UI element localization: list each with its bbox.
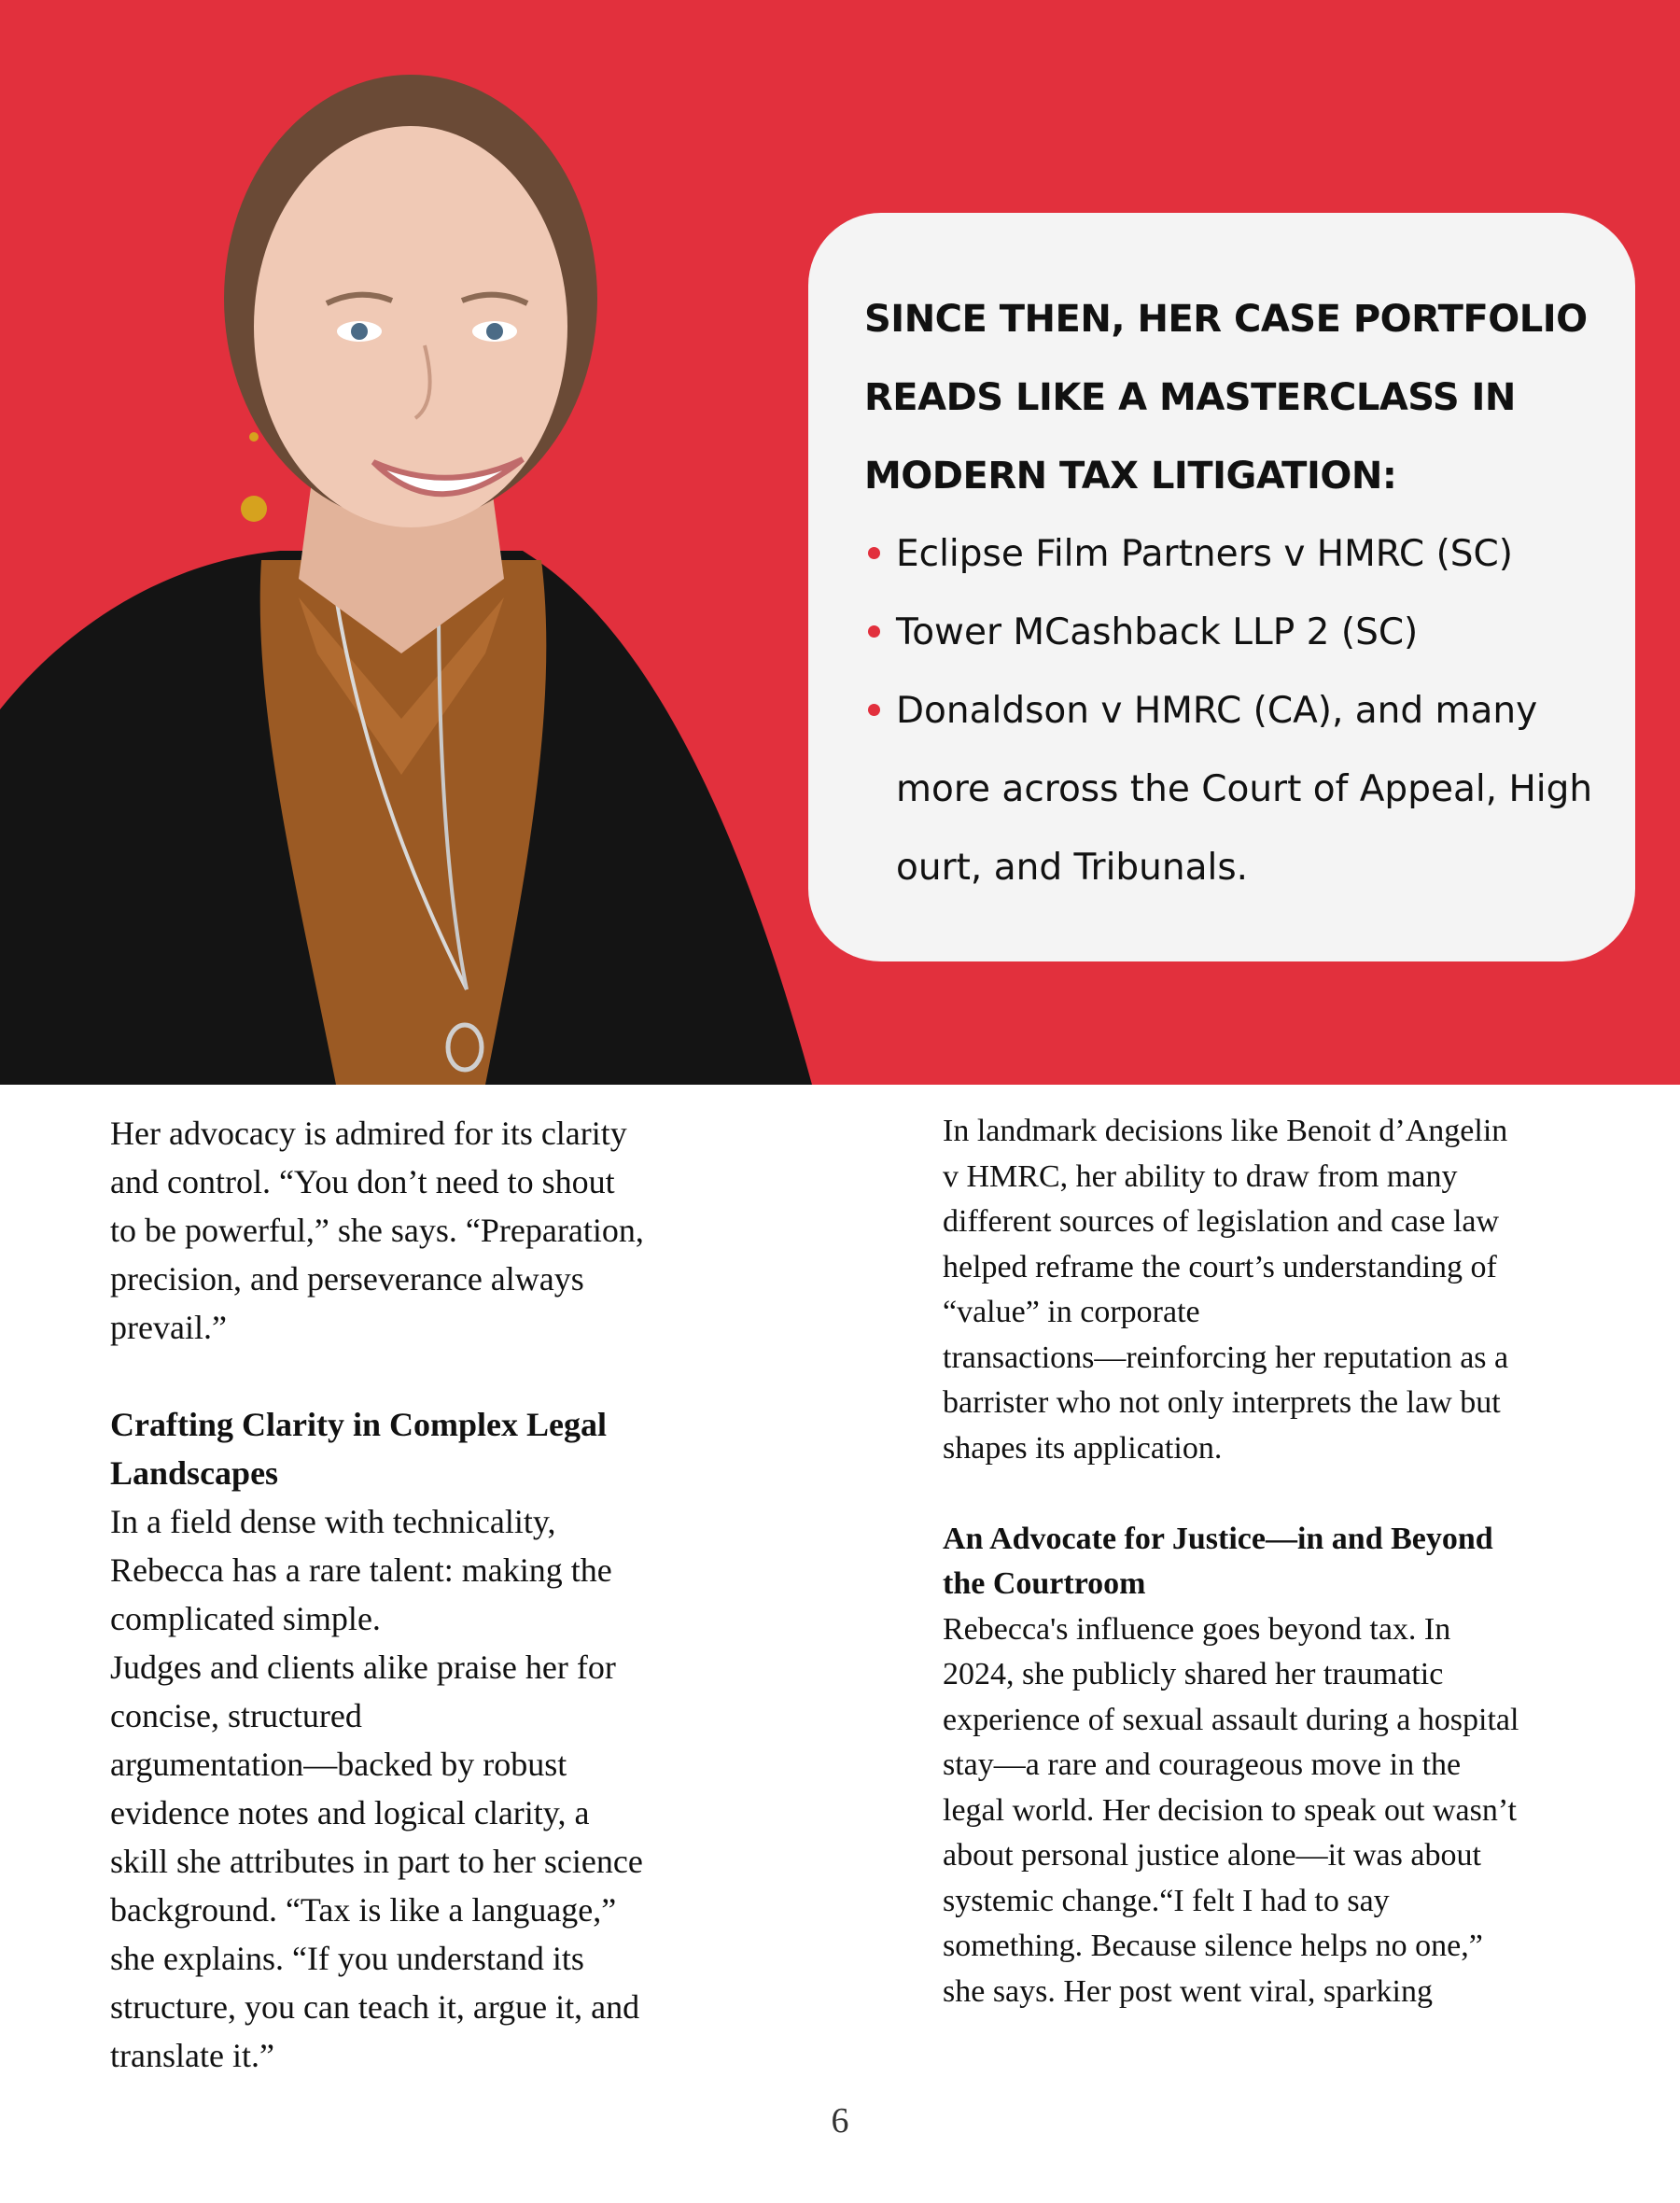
text-line: “value” in corporate [943, 1295, 1200, 1329]
callout-heading-line: READS LIKE A MASTERCLASS IN [864, 376, 1516, 419]
case-name: Tower MCashback LLP 2 (SC) [896, 611, 1419, 653]
text-line: complicated simple. [110, 1600, 381, 1637]
text-line: structure, you can teach it, argue it, and [110, 1988, 640, 2026]
text-line: Judges and clients alike praise her for [110, 1649, 616, 1686]
text-line: shapes its application. [943, 1430, 1223, 1466]
text-line: and control. “You don’t need to shout [110, 1163, 615, 1200]
text-line: background. “Tax is like a language,” [110, 1891, 617, 1929]
text-line: she explains. “If you understand its [110, 1940, 584, 1977]
text-line: 2024, she publicly shared her traumatic [943, 1657, 1444, 1691]
text-line: argumentation—backed by robust [110, 1746, 567, 1783]
text-line: barrister who not only interprets the law but [943, 1385, 1501, 1420]
section-heading [110, 1400, 707, 1497]
case-name-continued: more across the Court of Appeal, High [896, 768, 1593, 810]
text-line: transactions—reinforcing her reputation as a [943, 1340, 1509, 1375]
text-line: stay—a rare and courageous move in the [943, 1747, 1462, 1782]
section-heading [943, 1517, 1596, 1607]
text-line: concise, structured [110, 1697, 362, 1734]
right-column [943, 1109, 1596, 2014]
portrait-photo [0, 0, 821, 1085]
heading-line: Crafting Clarity in Complex Legal [110, 1406, 607, 1443]
case-list [864, 515, 1602, 907]
bullet-icon [868, 704, 880, 716]
page-number: 6 [831, 2101, 849, 2140]
bullet-icon [868, 625, 880, 638]
heading-line: An Advocate for Justice—in and Beyond [943, 1521, 1493, 1556]
case-portfolio-callout [808, 213, 1635, 961]
text-line: precision, and perseverance always [110, 1260, 584, 1298]
text-line: translate it.” [110, 2037, 274, 2074]
text-line: different sources of legislation and case law [943, 1204, 1500, 1239]
text-line: Her advocacy is admired for its clarity [110, 1115, 627, 1152]
text-line: Rebecca has a rare talent: making the [110, 1551, 612, 1589]
text-line: prevail.” [110, 1309, 227, 1346]
case-list-item [864, 594, 1602, 672]
text-line: to be powerful,” she says. “Preparation, [110, 1212, 644, 1249]
portrait-face [254, 126, 567, 527]
body-paragraph [943, 1109, 1596, 1471]
heading-line: the Courtroom [943, 1566, 1146, 1601]
bullet-icon [868, 547, 880, 559]
callout-heading-line: MODERN TAX LITIGATION: [864, 455, 1397, 498]
case-list-item [864, 672, 1602, 907]
hero-banner [0, 0, 1680, 1085]
text-line: In a field dense with technicality, [110, 1503, 556, 1540]
body-paragraph [943, 1607, 1596, 2015]
text-line: In landmark decisions like Benoit d’Angelin [943, 1114, 1508, 1148]
case-name-continued: ourt, and Tribunals. [896, 847, 1249, 889]
text-line: systemic change.“I felt I had to say [943, 1883, 1390, 1918]
callout-heading-line: SINCE THEN, HER CASE PORTFOLIO [864, 298, 1588, 341]
paragraph-gap [943, 1471, 1596, 1517]
text-line: evidence notes and logical clarity, a [110, 1794, 590, 1831]
case-name: Eclipse Film Partners v HMRC (SC) [896, 533, 1513, 575]
text-line: legal world. Her decision to speak out wasn’t [943, 1792, 1518, 1828]
case-list-item [864, 515, 1602, 594]
heading-line: Landscapes [110, 1454, 279, 1492]
callout-heading [864, 280, 1602, 515]
paragraph-gap [110, 1352, 707, 1400]
text-line: about personal justice alone—it was about [943, 1838, 1481, 1873]
intro-paragraph [110, 1109, 707, 1352]
text-line: helped reframe the court’s understanding of [943, 1249, 1497, 1284]
left-column [110, 1109, 707, 2080]
text-line: v HMRC, her ability to draw from many [943, 1158, 1458, 1194]
case-name: Donaldson v HMRC (CA), and many [896, 690, 1538, 732]
text-line: skill she attributes in part to her science [110, 1843, 643, 1880]
text-line: experience of sexual assault during a hospital [943, 1702, 1519, 1737]
text-line: Rebecca's influence goes beyond tax. In [943, 1611, 1451, 1647]
text-line: she says. Her post went viral, sparking [943, 1973, 1434, 2009]
body-paragraph [110, 1497, 707, 2080]
text-line: something. Because silence helps no one,” [943, 1929, 1483, 1963]
